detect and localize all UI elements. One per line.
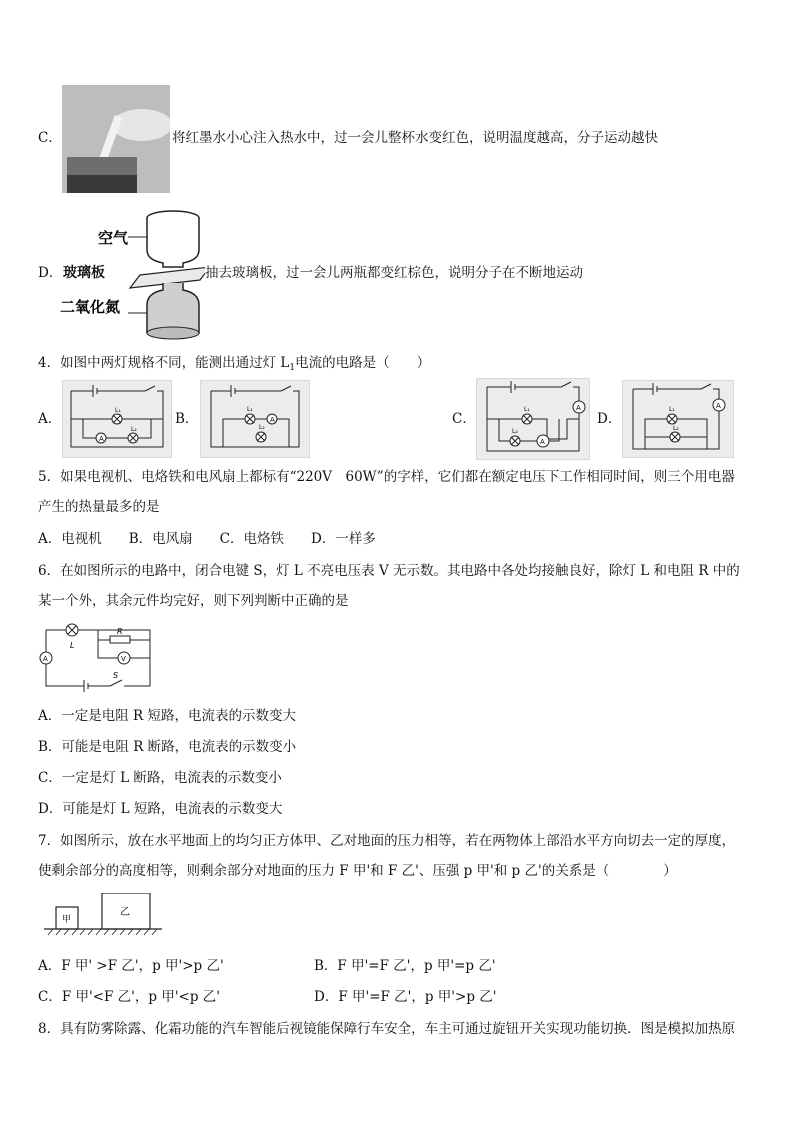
q3-option-c-label: C． xyxy=(38,130,62,146)
svg-text:L₂: L₂ xyxy=(673,425,679,432)
label-glass-plate: 玻璃板 xyxy=(63,265,105,281)
svg-text:A: A xyxy=(540,438,545,446)
q4-stem: 4．如图中两灯规格不同，能测出通过灯 $L_1$电流的电路是（ ） xyxy=(38,355,431,373)
cube-yi-label: 乙 xyxy=(120,907,130,918)
q7-cubes-figure xyxy=(44,893,164,943)
q6-stem-line1: 6．在如图所示的电路中，闭合电键 S，灯 L 不亮电压表 V 无示数。其电路中各处均接触良好，除灯 L 和电阻 R 中的 xyxy=(38,563,740,579)
svg-text:L₂: L₂ xyxy=(259,424,265,431)
svg-text:A: A xyxy=(99,435,104,443)
q7-option-a: A．F 甲' >F 乙'，p 甲'>p 乙' xyxy=(38,958,224,974)
svg-text:A: A xyxy=(43,655,48,663)
q6-option-d: D．可能是灯 L 短路，电流表的示数变大 xyxy=(38,801,283,817)
q3-option-d-text: 抽去玻璃板，过一会儿两瓶都变红棕色，说明分子在不断地运动 xyxy=(205,265,583,281)
svg-text:S: S xyxy=(113,671,119,680)
q3-option-d-label: D． xyxy=(38,265,63,281)
svg-text:L₁: L₁ xyxy=(115,407,121,414)
cube-jia-label: 甲 xyxy=(62,915,72,925)
q4-option-b-label: B． xyxy=(175,411,199,427)
q6-option-b: B．可能是电阻 R 断路，电流表的示数变小 xyxy=(38,739,297,755)
q7-stem-line2: 使剩余部分的高度相等，则剩余部分对地面的压力 F 甲'和 F 乙'、压强 p 甲'和 p 乙'的关系是（ ） xyxy=(38,863,677,879)
svg-text:L₂: L₂ xyxy=(512,428,518,435)
svg-text:A: A xyxy=(270,416,275,424)
svg-text:L₁: L₁ xyxy=(524,406,530,413)
svg-text:L₁: L₁ xyxy=(247,406,253,413)
q4-option-c-circuit xyxy=(476,378,590,460)
q4-option-d-label: D． xyxy=(597,411,622,427)
svg-text:V: V xyxy=(121,655,126,663)
svg-text:L: L xyxy=(70,641,75,650)
q8-stem-line1: 8．具有防雾除露、化霜功能的汽车智能后视镜能保障行车安全，车主可通过旋钮开关实现功能切换．图是模拟加热原 xyxy=(38,1021,736,1037)
q4-option-b-circuit xyxy=(200,380,310,458)
label-air: 空气 xyxy=(98,229,129,247)
q4-option-c-label: C． xyxy=(452,411,476,427)
q6-option-a: A．一定是电阻 R 短路，电流表的示数变大 xyxy=(38,708,296,724)
q4-option-a-circuit xyxy=(62,380,172,458)
q7-option-d: D．F 甲'=F 乙'，p 甲'>p 乙' xyxy=(314,989,497,1005)
q5-options: A．电视机 B．电风扇 C．电烙铁 D．一样多 xyxy=(38,531,376,547)
q5-stem-line1: 5．如果电视机、电烙铁和电风扇上都标有“220V 60W”的字样，它们都在额定电压下工作相同时间，则三个用电器 xyxy=(38,469,735,485)
q3-option-c-text: 将红墨水小心注入热水中，过一会儿整杯水变红色，说明温度越高，分子运动越快 xyxy=(172,130,658,146)
ink-dropper-photo xyxy=(62,85,170,193)
q6-option-c: C．一定是灯 L 断路，电流表的示数变小 xyxy=(38,770,282,786)
q7-option-c: C．F 甲'<F 乙'，p 甲'<p 乙' xyxy=(38,989,220,1005)
q5-stem-line2: 产生的热量最多的是 xyxy=(38,499,160,515)
svg-text:R: R xyxy=(117,627,123,636)
q4-option-d-circuit xyxy=(622,380,734,458)
q7-stem-line1: 7．如图所示，放在水平地面上的均匀正方体甲、乙对地面的压力相等，若在两物体上部沿水平方向切去一定的厚度， xyxy=(38,833,736,849)
label-no2: 二氧化氮 xyxy=(60,298,121,316)
q7-option-b: B．F 甲'=F 乙'，p 甲'=p 乙' xyxy=(314,958,496,974)
svg-text:A: A xyxy=(576,404,581,412)
q3-option-c-photo xyxy=(62,85,170,193)
q6-circuit-figure xyxy=(34,620,159,694)
svg-text:L₂: L₂ xyxy=(131,426,137,433)
q4-option-a-label: A． xyxy=(38,411,62,427)
svg-text:A: A xyxy=(716,402,721,410)
svg-text:L₁: L₁ xyxy=(669,406,675,413)
q6-stem-line2: 某一个外，其余元件均完好，则下列判断中正确的是 xyxy=(38,593,349,609)
